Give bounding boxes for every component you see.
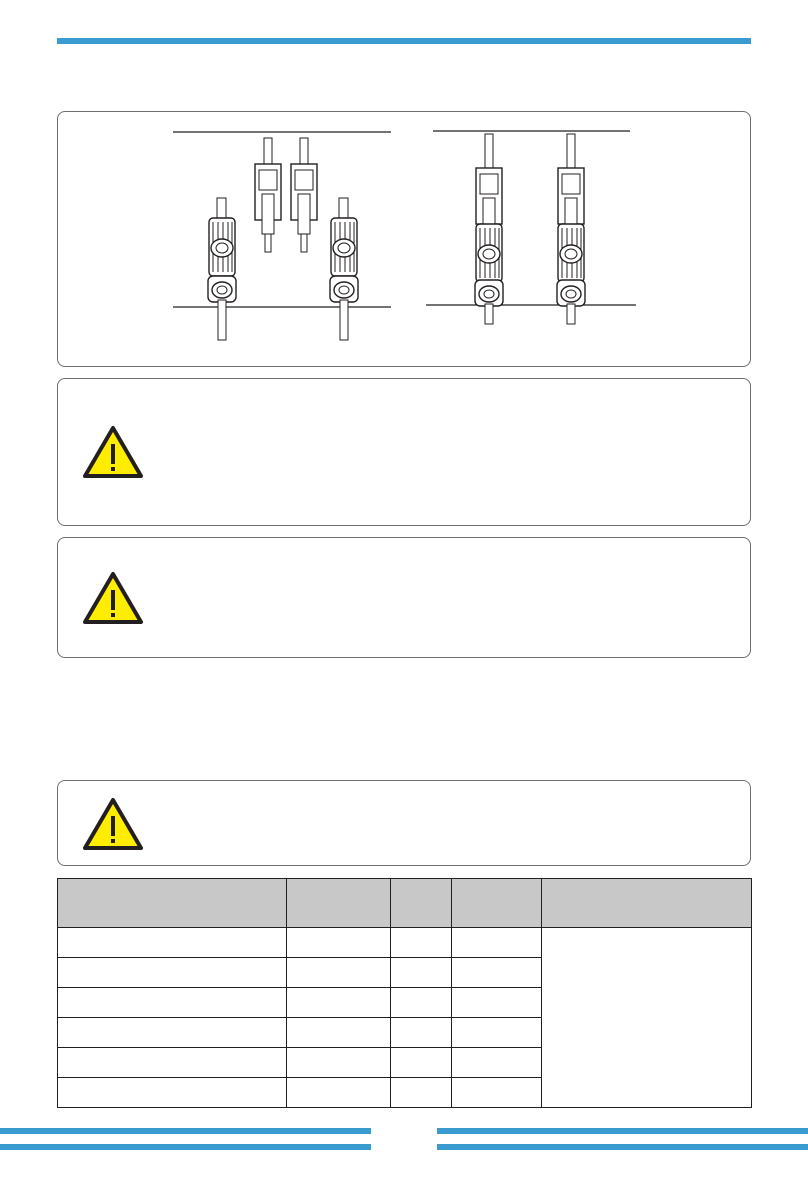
table-cell — [391, 1078, 452, 1108]
table-cell — [452, 1018, 542, 1048]
table-cell — [391, 988, 452, 1018]
table-note-cell — [542, 928, 752, 1108]
table-cell — [452, 958, 542, 988]
footer-accent-bar — [0, 1128, 371, 1134]
header-accent-bar — [57, 38, 751, 44]
warning-triangle-icon — [82, 425, 144, 479]
table-cell — [391, 958, 452, 988]
table-cell — [58, 1018, 287, 1048]
warning-triangle-icon — [82, 797, 144, 851]
table-cell — [287, 1078, 391, 1108]
table-cell — [287, 928, 391, 958]
table-cell — [287, 988, 391, 1018]
table-cell — [287, 1018, 391, 1048]
table-row — [58, 928, 752, 958]
warning-panel-2 — [57, 537, 751, 658]
table-header-cell — [391, 879, 452, 928]
table-header-cell — [452, 879, 542, 928]
table-cell — [452, 928, 542, 958]
table-cell — [391, 1048, 452, 1078]
footer-accent-bar — [437, 1128, 808, 1134]
table-cell — [391, 1018, 452, 1048]
table-cell — [58, 1078, 287, 1108]
table-cell — [452, 988, 542, 1018]
warning-triangle-icon — [82, 571, 144, 625]
table-cell — [58, 928, 287, 958]
specification-table — [57, 878, 752, 1108]
table-header-cell — [58, 879, 287, 928]
footer-accent-bar — [0, 1144, 371, 1150]
table-cell — [58, 958, 287, 988]
table-cell — [58, 1048, 287, 1078]
table-cell — [452, 1078, 542, 1108]
table-cell — [452, 1048, 542, 1078]
table-cell — [287, 958, 391, 988]
warning-panel-3 — [57, 780, 751, 866]
table-cell — [58, 988, 287, 1018]
pv-connector-illustration — [58, 112, 750, 366]
table-header-cell — [287, 879, 391, 928]
table-cell — [391, 928, 452, 958]
table-cell — [287, 1048, 391, 1078]
warning-panel-1 — [57, 378, 751, 526]
footer-accent-bar — [437, 1144, 808, 1150]
table-header-row — [58, 879, 752, 928]
table-header-cell — [542, 879, 752, 928]
connector-figure-panel — [57, 111, 751, 367]
